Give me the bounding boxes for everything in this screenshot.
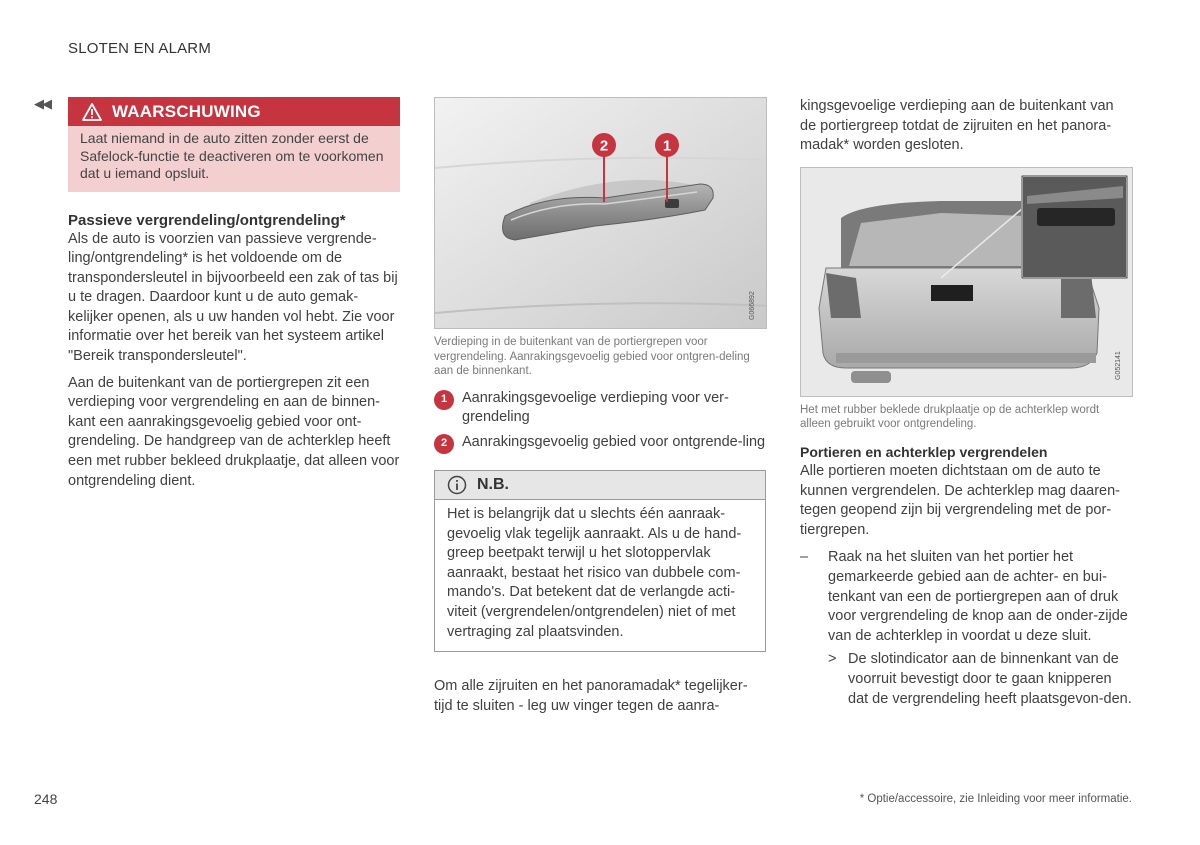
windows-closing-paragraph: Om alle zijruiten en het panoramadak* tegelijker-tijd te sluiten - leg uw vinger tegen de aanra- bbox=[434, 678, 748, 714]
passive-locking-paragraph-1: Als de auto is voorzien van passieve vergrende-ling/ontgrendeling* is het voldoende om de transpondersleutel in bijvoorbeeld een zak of tas bij u te dragen. Daardoor kunt u de auto gemak-kelijker openen, als u uw handen vol hebt. Zie voor informatie over het bereik van het systeem artikel "Bereik transpondersleutel". bbox=[68, 230, 398, 365]
figure-code: G066892 bbox=[749, 291, 756, 320]
locking-result-text: De slotindicator aan de binnenkant van de voorruit bevestigt door te gaan knipperen dat de vergrendeling heeft plaatsgevon-den. bbox=[848, 651, 1132, 707]
note-text: Het is belangrijk dat u slechts één aanraak-gevoelig vlak tegelijk aanraakt. Als u de hand-greep beetpakt terwijl u het slotoppervlak aanraakt, bestaat het risico van dubbele com-mando's. Dat betekent dat de verlangde acti-viteit (vergrendelen/ontgrendelen) niet of met vertraging zal plaatsvinden. bbox=[447, 505, 742, 640]
tailgate-figure bbox=[800, 167, 1133, 397]
figure-code: G052141 bbox=[1115, 350, 1122, 380]
info-circle-icon bbox=[447, 475, 467, 495]
warning-title: WAARSCHUWING bbox=[112, 101, 261, 121]
figure-callout-1-label: 1 bbox=[662, 137, 672, 155]
figure-callout-2-label: 2 bbox=[599, 137, 609, 155]
tailgate-illustration bbox=[801, 168, 1133, 397]
note-header bbox=[435, 471, 765, 500]
warning-text: Laat niemand in de auto zitten zonder eerst de Safelock-functie te deactiveren om te voorkomen dat u iemand opsluit. bbox=[80, 130, 384, 181]
double-chevron-left-icon[interactable]: ◀◀ bbox=[34, 96, 50, 111]
warning-box bbox=[68, 97, 400, 192]
callout-text: Aanrakingsgevoelig gebied voor ontgrende-ling bbox=[462, 433, 766, 450]
windows-closing-continued: kingsgevoelige verdieping aan de buitenkant van de portiergreep totdat de zijruiten en het panora-madak* worden gesloten. bbox=[800, 98, 1114, 154]
section-header: SLOTEN EN ALARM bbox=[68, 40, 212, 57]
column-middle bbox=[434, 97, 766, 716]
callout-number-badge: 1 bbox=[434, 390, 454, 410]
footnote: * Optie/accessoire, zie Inleiding voor meer informatie. bbox=[859, 793, 1132, 805]
locking-step-text: Raak na het sluiten van het portier het gemarkeerde gebied aan de achter- en bui-tenkant van een de portiergrepen aan of druk voor vergrendeling de knop aan de onder-zijde van de achterklep in voordat u deze sluit. bbox=[828, 549, 1128, 644]
figure-caption: Verdieping in de buitenkant van de portiergrepen voor vergrendeling. Aanrakingsgevoelig gebied voor ontgren-deling aan de binnenkant. bbox=[434, 336, 750, 378]
locking-step bbox=[800, 548, 1133, 646]
figure-caption: Het met rubber beklede drukplaatje op de achterklep wordt alleen gebruikt voor ontgrendeling. bbox=[800, 403, 1100, 431]
door-handle-figure bbox=[434, 97, 767, 329]
note-title: N.B. bbox=[477, 475, 509, 493]
passive-locking-heading: Passieve vergrendeling/ontgrendeling* bbox=[68, 211, 346, 229]
result-marker: > bbox=[828, 651, 837, 668]
column-right bbox=[800, 97, 1133, 709]
callout-item bbox=[434, 389, 766, 428]
locking-heading: Portieren en achterklep vergrendelen bbox=[800, 443, 1048, 460]
locking-result bbox=[800, 650, 1133, 709]
dash-marker: – bbox=[800, 549, 809, 566]
column-left bbox=[68, 97, 400, 491]
locking-paragraph: Alle portieren moeten dichtstaan om de auto te kunnen vergrendelen. De achterklep mag daaren-tegen geopend zijn bij vergrendeling met de por-tiergrepen. bbox=[800, 462, 1121, 538]
warning-triangle-icon bbox=[82, 103, 102, 121]
warning-header bbox=[68, 97, 400, 126]
note-box bbox=[434, 470, 766, 652]
door-handle-illustration bbox=[435, 98, 767, 329]
callout-number-badge: 2 bbox=[434, 434, 454, 454]
passive-locking-paragraph-2: Aan de buitenkant van de portiergrepen zit een verdieping voor vergrendeling en aan de binnen-kant een aanrakingsgevoelig gebied voor ont-grendeling. De handgreep van de achterklep heeft een met rubber bekleed drukplaatje, dat alleen voor ontgrendeling dient. bbox=[68, 374, 400, 489]
page-number: 248 bbox=[34, 791, 58, 807]
callout-item bbox=[434, 433, 766, 454]
callout-text: Aanrakingsgevoelige verdieping voor ver-grendeling bbox=[462, 389, 729, 426]
callout-list bbox=[434, 389, 766, 454]
